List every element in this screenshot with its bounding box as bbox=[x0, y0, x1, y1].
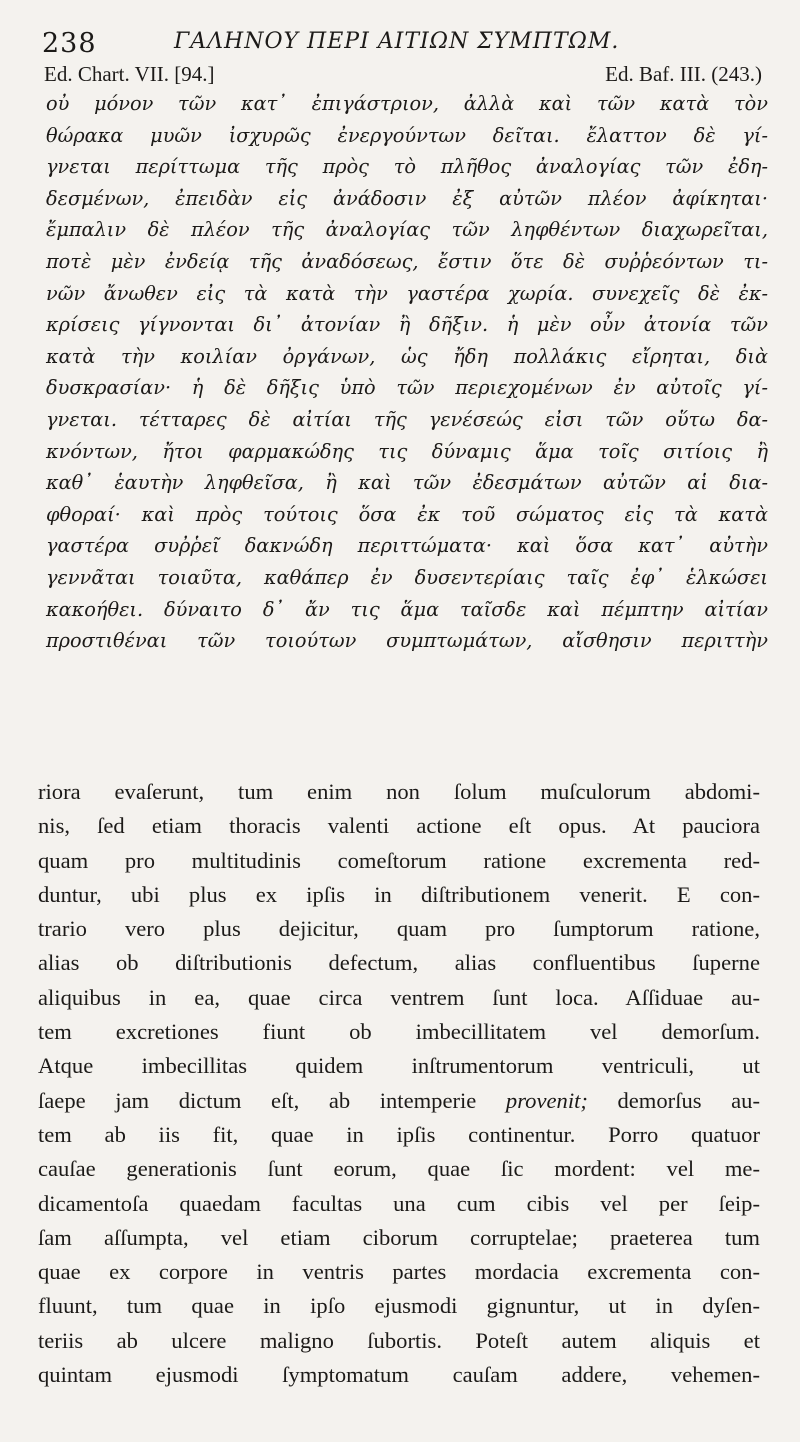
greek-line: γαστέρα συῤῥεῖ δακνώδη περιττώματα· καὶ ὅσα κατ᾽ αὐτὴν bbox=[46, 534, 768, 558]
greek-line: ἔμπαλιν δὲ πλέον τῆς ἀναλογίας τῶν ληφθέντων διαχωρεῖται, bbox=[46, 218, 768, 242]
latin-line: riora evaſerunt, tum enim non ſolum muſculorum abdomi- bbox=[38, 779, 760, 804]
greek-line: γεννᾶται τοιαῦτα, καθάπερ ἐν δυσεντερίαις ταῖς ἐφ᾽ ἑλκώσει bbox=[46, 565, 768, 589]
greek-line: κακοήθει. δύναιτο δ᾽ ἄν τις ἅμα ταῖσδε καὶ πέμπτην αἰτίαν bbox=[46, 597, 768, 621]
greek-line: γνεται περίττωμα τῆς πρὸς τὸ πλῆθος ἀναλογίας τῶν ἐδη- bbox=[46, 155, 768, 179]
latin-line: quintam ejusmodi ſymptomatum cauſam addere, vehemen- bbox=[38, 1362, 760, 1388]
greek-line: φθοραί· καὶ πρὸς τούτοις ὅσα ἐκ τοῦ σώματος εἰς τὰ κατὰ bbox=[46, 502, 768, 526]
running-title: ΓΑΛΗΝΟΥ ΠΕΡΙ ΑΙΤΙΩΝ ΣΥΜΠΤΩΜ. bbox=[174, 29, 620, 54]
greek-line: κρίσεις γίγνονται δι᾽ ἀτονίαν ἢ δῆξιν. ἡ μὲν οὖν ἀτονία τῶν bbox=[46, 313, 768, 337]
latin-line: cauſae generationis ſunt eorum, quae ſic mordent: vel me- bbox=[38, 1156, 760, 1182]
greek-line: ποτὲ μὲν ἐνδείᾳ τῆς ἀναδόσεως, ἔστιν ὅτε δὲ συῤῥεόντων τι- bbox=[46, 249, 768, 273]
latin-line: Atque imbecillitas quidem inſtrumentorum ventriculi, ut bbox=[38, 1053, 760, 1079]
greek-line: καθ᾽ ἑαυτὴν ληφθεῖσα, ἢ καὶ τῶν ἐδεσμάτων αὐτῶν αἱ δια- bbox=[46, 471, 768, 495]
italic-word: provenit; bbox=[505, 1087, 588, 1113]
latin-line: quam pro multitudinis comeſtorum ratione excrementa red- bbox=[38, 847, 760, 873]
latin-line: alias ob diſtributionis defectum, alias confluentibus ſuperne bbox=[38, 950, 760, 976]
latin-line: ſam aſſumpta, vel etiam ciborum corruptelae; praeterea tum bbox=[38, 1224, 760, 1250]
latin-line: tem ab iis fit, quae in ipſis continentur. Porro quatuor bbox=[38, 1121, 760, 1147]
greek-line: θώρακα μυῶν ἰσχυρῶς ἐνεργούντων δεῖται. ἔλαττον δὲ γί- bbox=[46, 123, 768, 147]
latin-line: duntur, ubi plus ex ipſis in diſtributionem venerit. E con- bbox=[38, 881, 760, 907]
latin-text-segment: ſaepe jam dictum eſt, ab intemperie bbox=[38, 1087, 506, 1113]
latin-line: nis, ſed etiam thoracis valenti actione eſt opus. At pauciora bbox=[38, 813, 760, 839]
greek-line: προστιθέναι τῶν τοιούτων συμπτωμάτων, αἴσθησιν περιττὴν bbox=[46, 629, 768, 653]
edition-reference-line bbox=[34, 62, 766, 88]
page-number: 238 bbox=[42, 28, 97, 59]
latin-line-with-italic bbox=[38, 1084, 760, 1118]
greek-text-block bbox=[34, 88, 766, 657]
latin-text-segment: demorſus au- bbox=[587, 1087, 760, 1113]
latin-line: teriis ab ulcere maligno ſubortis. Poteſt autem aliquis et bbox=[38, 1327, 760, 1353]
latin-line: tem excretiones fiunt ob imbecillitatem vel demorſum. bbox=[38, 1019, 760, 1045]
greek-line: δεσμένων, ἐπειδὰν εἰς ἀνάδοσιν ἐξ αὐτῶν πλέον ἀφίκηται· bbox=[46, 186, 768, 210]
latin-line: aliquibus in ea, quae circa ventrem ſunt loca. Aſſiduae au- bbox=[38, 984, 760, 1010]
latin-line: dicamentoſa quaedam facultas una cum cibis vel per ſeip- bbox=[38, 1190, 760, 1216]
latin-text-block bbox=[38, 775, 760, 1392]
greek-line: κατὰ τὴν κοιλίαν ὀργάνων, ὡς ἤδη πολλάκις εἴρηται, διὰ bbox=[46, 344, 768, 368]
edition-reference-basel: Ed. Baf. III. (243.) bbox=[605, 62, 762, 86]
greek-line: νῶν ἄνωθεν εἰς τὰ κατὰ τὴν γαστέρα χωρία. συνεχεῖς δὲ ἐκ- bbox=[46, 281, 768, 305]
greek-line: κνόντων, ἤτοι φαρμακώδης τις δύναμις ἅμα τοῖς σιτίοις ἢ bbox=[46, 439, 768, 463]
greek-line: δυσκρασίαν· ἡ δὲ δῆξις ὑπὸ τῶν περιεχομένων ἐν αὐτοῖς γί- bbox=[46, 376, 768, 400]
page-header bbox=[34, 20, 766, 60]
greek-line: οὐ μόνον τῶν κατ᾽ ἐπιγάστριον, ἀλλὰ καὶ τῶν κατὰ τὸν bbox=[46, 92, 768, 115]
edition-reference-chartier: Ed. Chart. VII. [94.] bbox=[44, 62, 215, 86]
latin-line: fluunt, tum quae in ipſo ejusmodi gignuntur, ut in dyſen- bbox=[38, 1293, 760, 1319]
latin-line: trario vero plus dejicitur, quam pro ſumptorum ratione, bbox=[38, 916, 760, 942]
latin-line: quae ex corpore in ventris partes mordacia excrementa con- bbox=[38, 1259, 760, 1285]
greek-line: γνεται. τέτταρες δὲ αἰτίαι τῆς γενέσεώς εἰσι τῶν οὕτω δα- bbox=[46, 407, 768, 431]
